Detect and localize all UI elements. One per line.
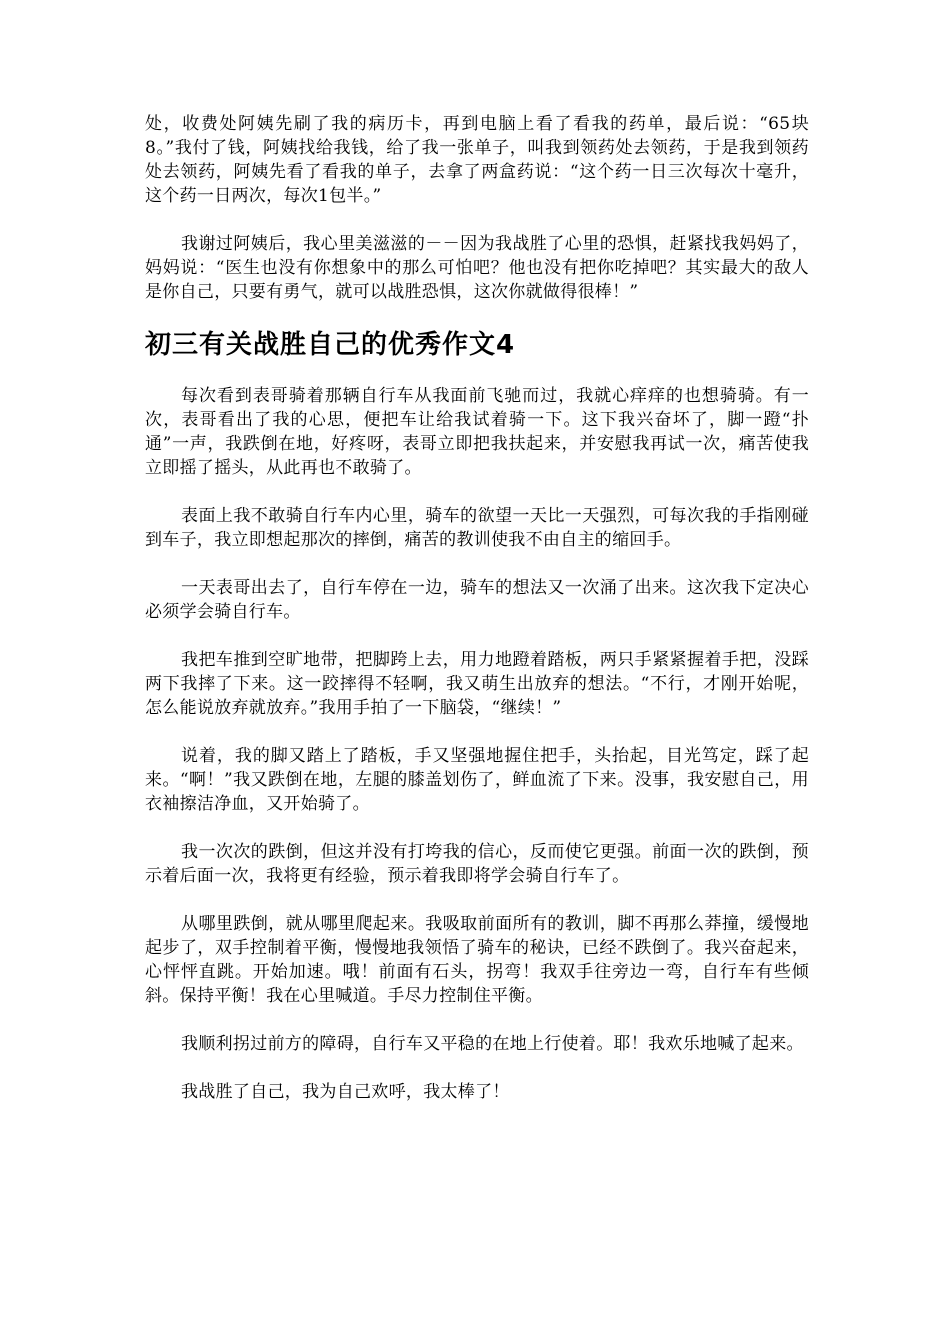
- paragraph: 我顺利拐过前方的障碍，自行车又平稳的在地上行使着。耶！我欢乐地喊了起来。: [181, 1034, 804, 1054]
- paragraph: 说着，我的脚又踏上了踏板，手又坚强地握住把手，头抬起，目光笃定，踩了起来。“啊！”我又跌倒在地，左腿的膝盖划伤了，鲜血流了下来。没事，我安慰自己，用衣袖擦洁净血，又开始骑了。: [145, 746, 809, 814]
- paragraph: 我把车推到空旷地带，把脚跨上去，用力地蹬着踏板，两只手紧紧握着手把，没踩两下我摔了下来。这一跤摔得不轻啊，我又萌生出放弃的想法。“不行，才刚开始呢，怎么能说放弃就放弃。”我用手拍了一下脑袋，“继续！”: [145, 650, 809, 718]
- paragraph: 一天表哥出去了，自行车停在一边，骑车的想法又一次涌了出来。这次我下定决心必须学会骑自行车。: [145, 578, 809, 622]
- paragraph: 我谢过阿姨后，我心里美滋滋的－－因为我战胜了心里的恐惧，赶紧找我妈妈了，妈妈说：“医生也没有你想象中的那么可怕吧？他也没有把你吃掉吧？其实最大的敌人是你自己，只要有勇气，就可以战胜恐惧，这次你就做得很棒！”: [145, 234, 809, 302]
- section-heading: 初三有关战胜自己的优秀作文4: [145, 330, 516, 360]
- document-body: [145, 112, 809, 1128]
- paragraph: 我一次次的跌倒，但这并没有打垮我的信心，反而使它更强。前面一次的跌倒，预示着后面一次，我将更有经验，预示着我即将学会骑自行车了。: [145, 842, 809, 886]
- paragraph: 每次看到表哥骑着那辆自行车从我面前飞驰而过，我就心痒痒的也想骑骑。有一次，表哥看出了我的心思，便把车让给我试着骑一下。这下我兴奋坏了，脚一蹬“扑通”一声，我跌倒在地，好疼呀，表哥立即把我扶起来，并安慰我再试一次，痛苦使我立即摇了摇头，从此再也不敢骑了。: [145, 386, 809, 478]
- paragraph: 我战胜了自己，我为自己欢呼，我太棒了！: [181, 1082, 510, 1102]
- paragraph: 处，收费处阿姨先刷了我的病历卡，再到电脑上看了看我的药单，最后说：“65块8。”我付了钱，阿姨找给我钱，给了我一张单子，叫我到领药处去领药，于是我到领药处去领药，阿姨先看了看我的单子，去拿了两盒药说：“这个药一日三次每次十毫升，这个药一日两次，每次1包半。”: [145, 114, 809, 206]
- paragraph: 表面上我不敢骑自行车内心里，骑车的欲望一天比一天强烈，可每次我的手指刚碰到车子，我立即想起那次的摔倒，痛苦的教训使我不由自主的缩回手。: [145, 506, 809, 550]
- paragraph: 从哪里跌倒，就从哪里爬起来。我吸取前面所有的教训，脚不再那么莽撞，缓慢地起步了，双手控制着平衡，慢慢地我领悟了骑车的秘诀，已经不跌倒了。我兴奋起来，心怦怦直跳。开始加速。哦！前面有石头，拐弯！我双手往旁边一弯，自行车有些倾斜。保持平衡！我在心里喊道。手尽力控制住平衡。: [145, 914, 809, 1006]
